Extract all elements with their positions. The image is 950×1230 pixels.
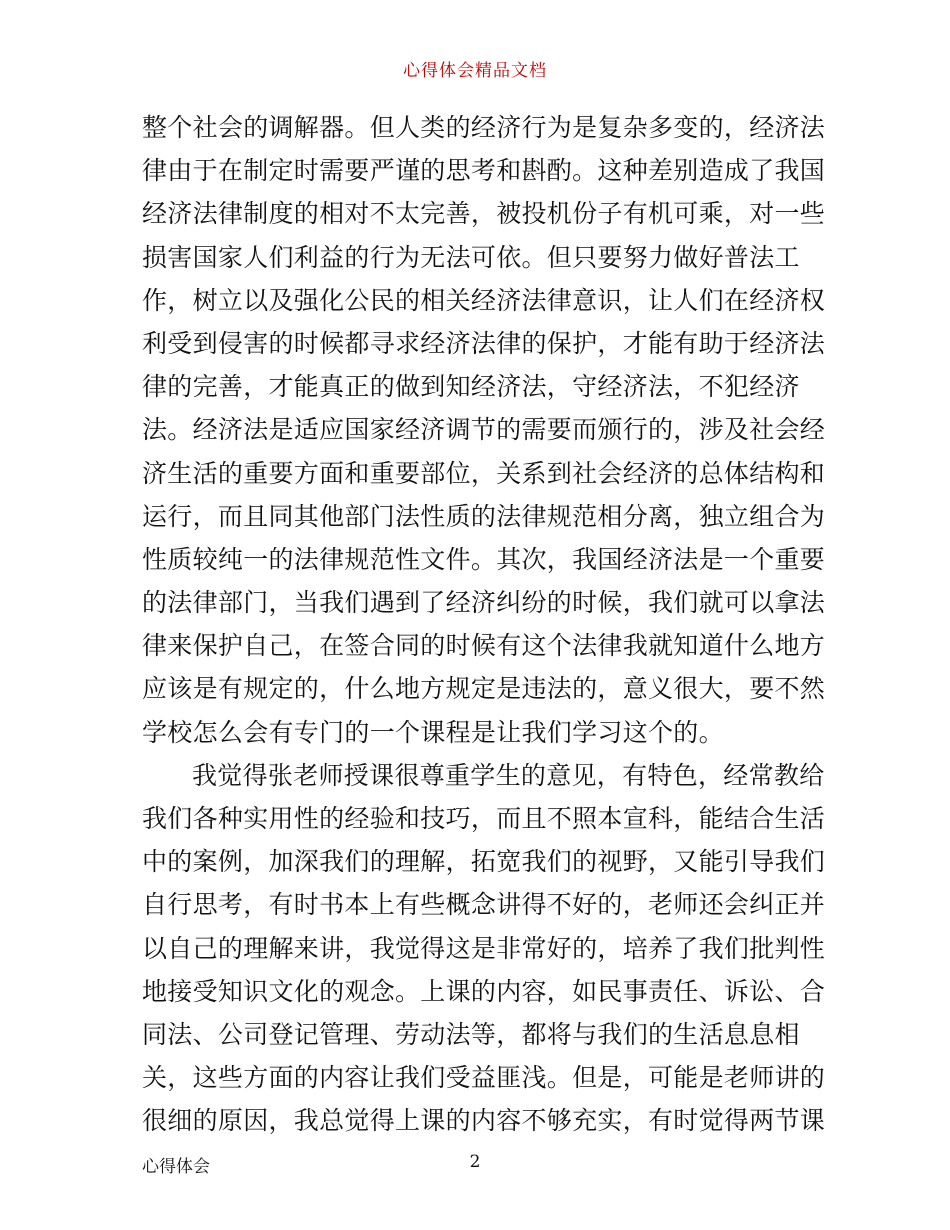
- text-line: 地接受知识文化的观念。上课的内容，如民事责任、诉讼、合: [142, 976, 826, 1006]
- text-line: 的法律部门，当我们遇到了经济纠纷的时候，我们就可以拿法: [142, 588, 826, 618]
- text-line: 作，树立以及强化公民的相关经济法律意识，让人们在经济权: [142, 285, 826, 315]
- paragraph-first-line: 我觉得张老师授课很尊重学生的意见，有特色，经常教给: [192, 760, 825, 790]
- text-line: 很细的原因，我总觉得上课的内容不够充实，有时觉得两节课: [142, 1106, 826, 1136]
- text-line: 利受到侵害的时候都寻求经济法律的保护，才能有助于经济法: [142, 328, 826, 358]
- text-line: 经济法律制度的相对不太完善，被投机份子有机可乘，对一些: [142, 199, 826, 229]
- text-line: 律由于在制定时需要严谨的思考和斟酌。这种差别造成了我国: [142, 156, 826, 186]
- text-line: 运行，而且同其他部门法性质的法律规范相分离，独立组合为: [142, 501, 826, 531]
- text-line: 整个社会的调解器。但人类的经济行为是复杂多变的，经济法: [142, 113, 826, 142]
- text-line: 律来保护自己，在签合同的时候有这个法律我就知道什么地方: [142, 631, 826, 661]
- text-line: 应该是有规定的，什么地方规定是违法的，意义很大，要不然: [142, 674, 826, 704]
- body-text: [142, 106, 826, 1143]
- text-line: 法。经济法是适应国家经济调节的需要而颁行的，涉及社会经: [142, 415, 826, 445]
- text-line: 济生活的重要方面和重要部位，关系到社会经济的总体结构和: [142, 458, 826, 488]
- text-line: 律的完善，才能真正的做到知经济法，守经济法，不犯经济: [142, 372, 800, 402]
- footer-label: 心得体会: [142, 1157, 210, 1177]
- text-line: 学校怎么会有专门的一个课程是让我们学习这个的。: [142, 717, 724, 747]
- text-line: 自行思考，有时书本上有些概念讲得不好的，老师还会纠正并: [142, 890, 826, 920]
- page-header-title: 心得体会精品文档: [403, 61, 547, 81]
- text-line: 关，这些方面的内容让我们受益匪浅。但是，可能是老师讲的: [142, 1063, 826, 1093]
- text-line: 中的案例，加深我们的理解，拓宽我们的视野，又能引导我们: [142, 847, 826, 877]
- text-line: 我们各种实用性的经验和技巧，而且不照本宣科，能结合生活: [142, 804, 826, 833]
- text-line: 损害国家人们利益的行为无法可依。但只要努力做好普法工: [142, 242, 800, 272]
- text-line: 性质较纯一的法律规范性文件。其次，我国经济法是一个重要: [142, 544, 826, 574]
- text-line: 同法、公司登记管理、劳动法等，都将与我们的生活息息相: [142, 1019, 800, 1049]
- text-line: 以自己的理解来讲，我觉得这是非常好的，培养了我们批判性: [142, 933, 826, 963]
- page-number: 2: [469, 1152, 481, 1172]
